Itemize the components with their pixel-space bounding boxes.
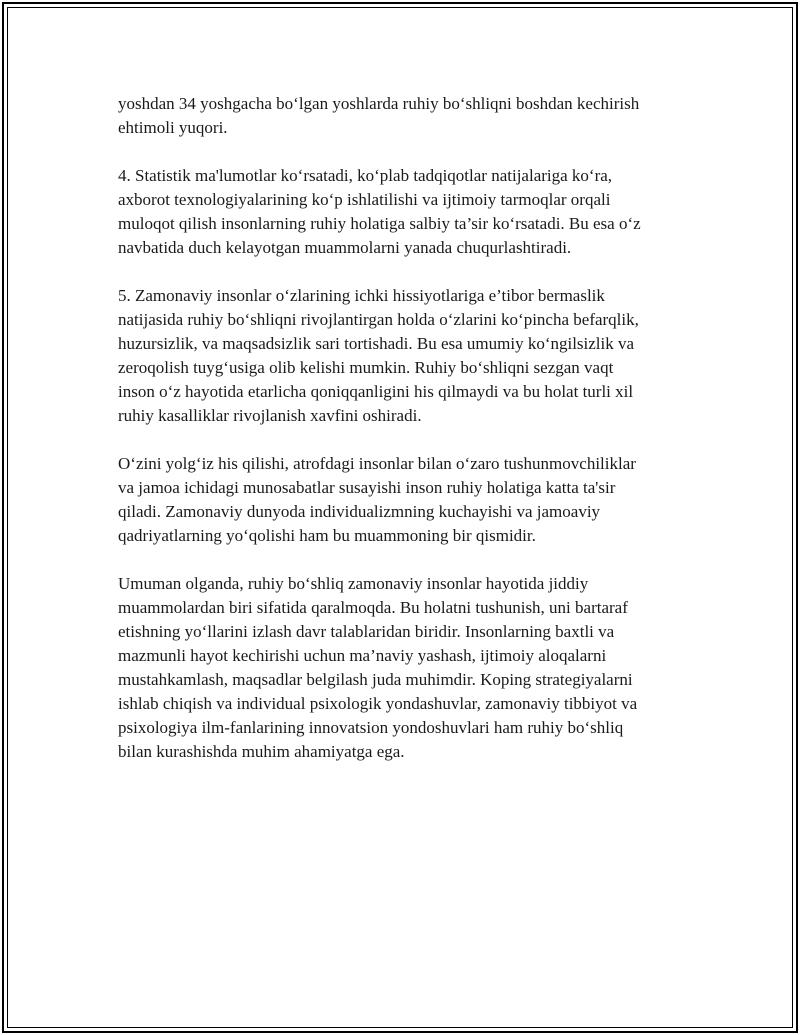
paragraph-conclusion: Umuman olganda, ruhiy bo‘shliq zamonaviy insonlar hayotida jiddiy muammolardan biri sifatida qaralmoqda. Bu holatni tushunish, uni bartaraf etishning yo‘llarini izlash davr talablaridan biridir. Insonlarning baxtli va mazmunli hayot kechirishi uchun ma’naviy yashash, ijtimoiy aloqalarni mustahkamlash, maqsadlar belgilash juda muhimdir. Koping strategiyalarni ishlab chiqish va individual psixologik yondashuvlar, zamonaviy tibbiyot va psixologiya ilm-fanlarining innovatsion yondoshuvlari ham ruhiy bo‘shliq bilan kurashishda muhim ahamiyatga ega. [118,574,638,761]
paragraph-continuation: yoshdan 34 yoshgacha bo‘lgan yoshlarda ruhiy bo‘shliqni boshdan kechirish ehtimoli yuqori. [118,94,640,137]
paragraph-loneliness: O‘zini yolg‘iz his qilishi, atrofdagi insonlar bilan o‘zaro tushunmovchiliklar va jamoa ichidagi munosabatlar susayishi inson ruhiy holatiga katta ta'sir qiladi. Zamonaviy dunyoda individualizmning kuchayishi va jamoaviy qadriyatlarning yo‘qolishi ham bu muammoning bir qismidir. [118,454,636,545]
document-body [118,92,698,788]
paragraph-point-5: 5. Zamonaviy insonlar o‘zlarining ichki hissiyotlariga e’tibor bermaslik natijasida ruhiy bo‘shliqni rivojlantirgan holda o‘zlarini ko‘pincha befarqlik, huzursizlik, va maqsadsizlik sari tortishadi. Bu esa umumiy ko‘ngilsizlik va zeroqolish tuyg‘usiga olib kelishi mumkin. Ruhiy bo‘shliqni sezgan vaqt inson o‘z hayotida etarlicha qoniqqanligini his qilmaydi va bu holat turli xil ruhiy kasalliklar rivojlanish xavfini oshiradi. [118,286,639,425]
paragraph-point-4: 4. Statistik ma'lumotlar ko‘rsatadi, ko‘plab tadqiqotlar natijalariga ko‘ra, axborot texnologiyalarining ko‘p ishlatilishi va ijtimoiy tarmoqlar orqali muloqot qilish insonlarning ruhiy holatiga salbiy ta’sir ko‘rsatadi. Bu esa o‘z navbatida duch kelayotgan muammolarni yanada chuqurlashtiradi. [118,166,641,257]
